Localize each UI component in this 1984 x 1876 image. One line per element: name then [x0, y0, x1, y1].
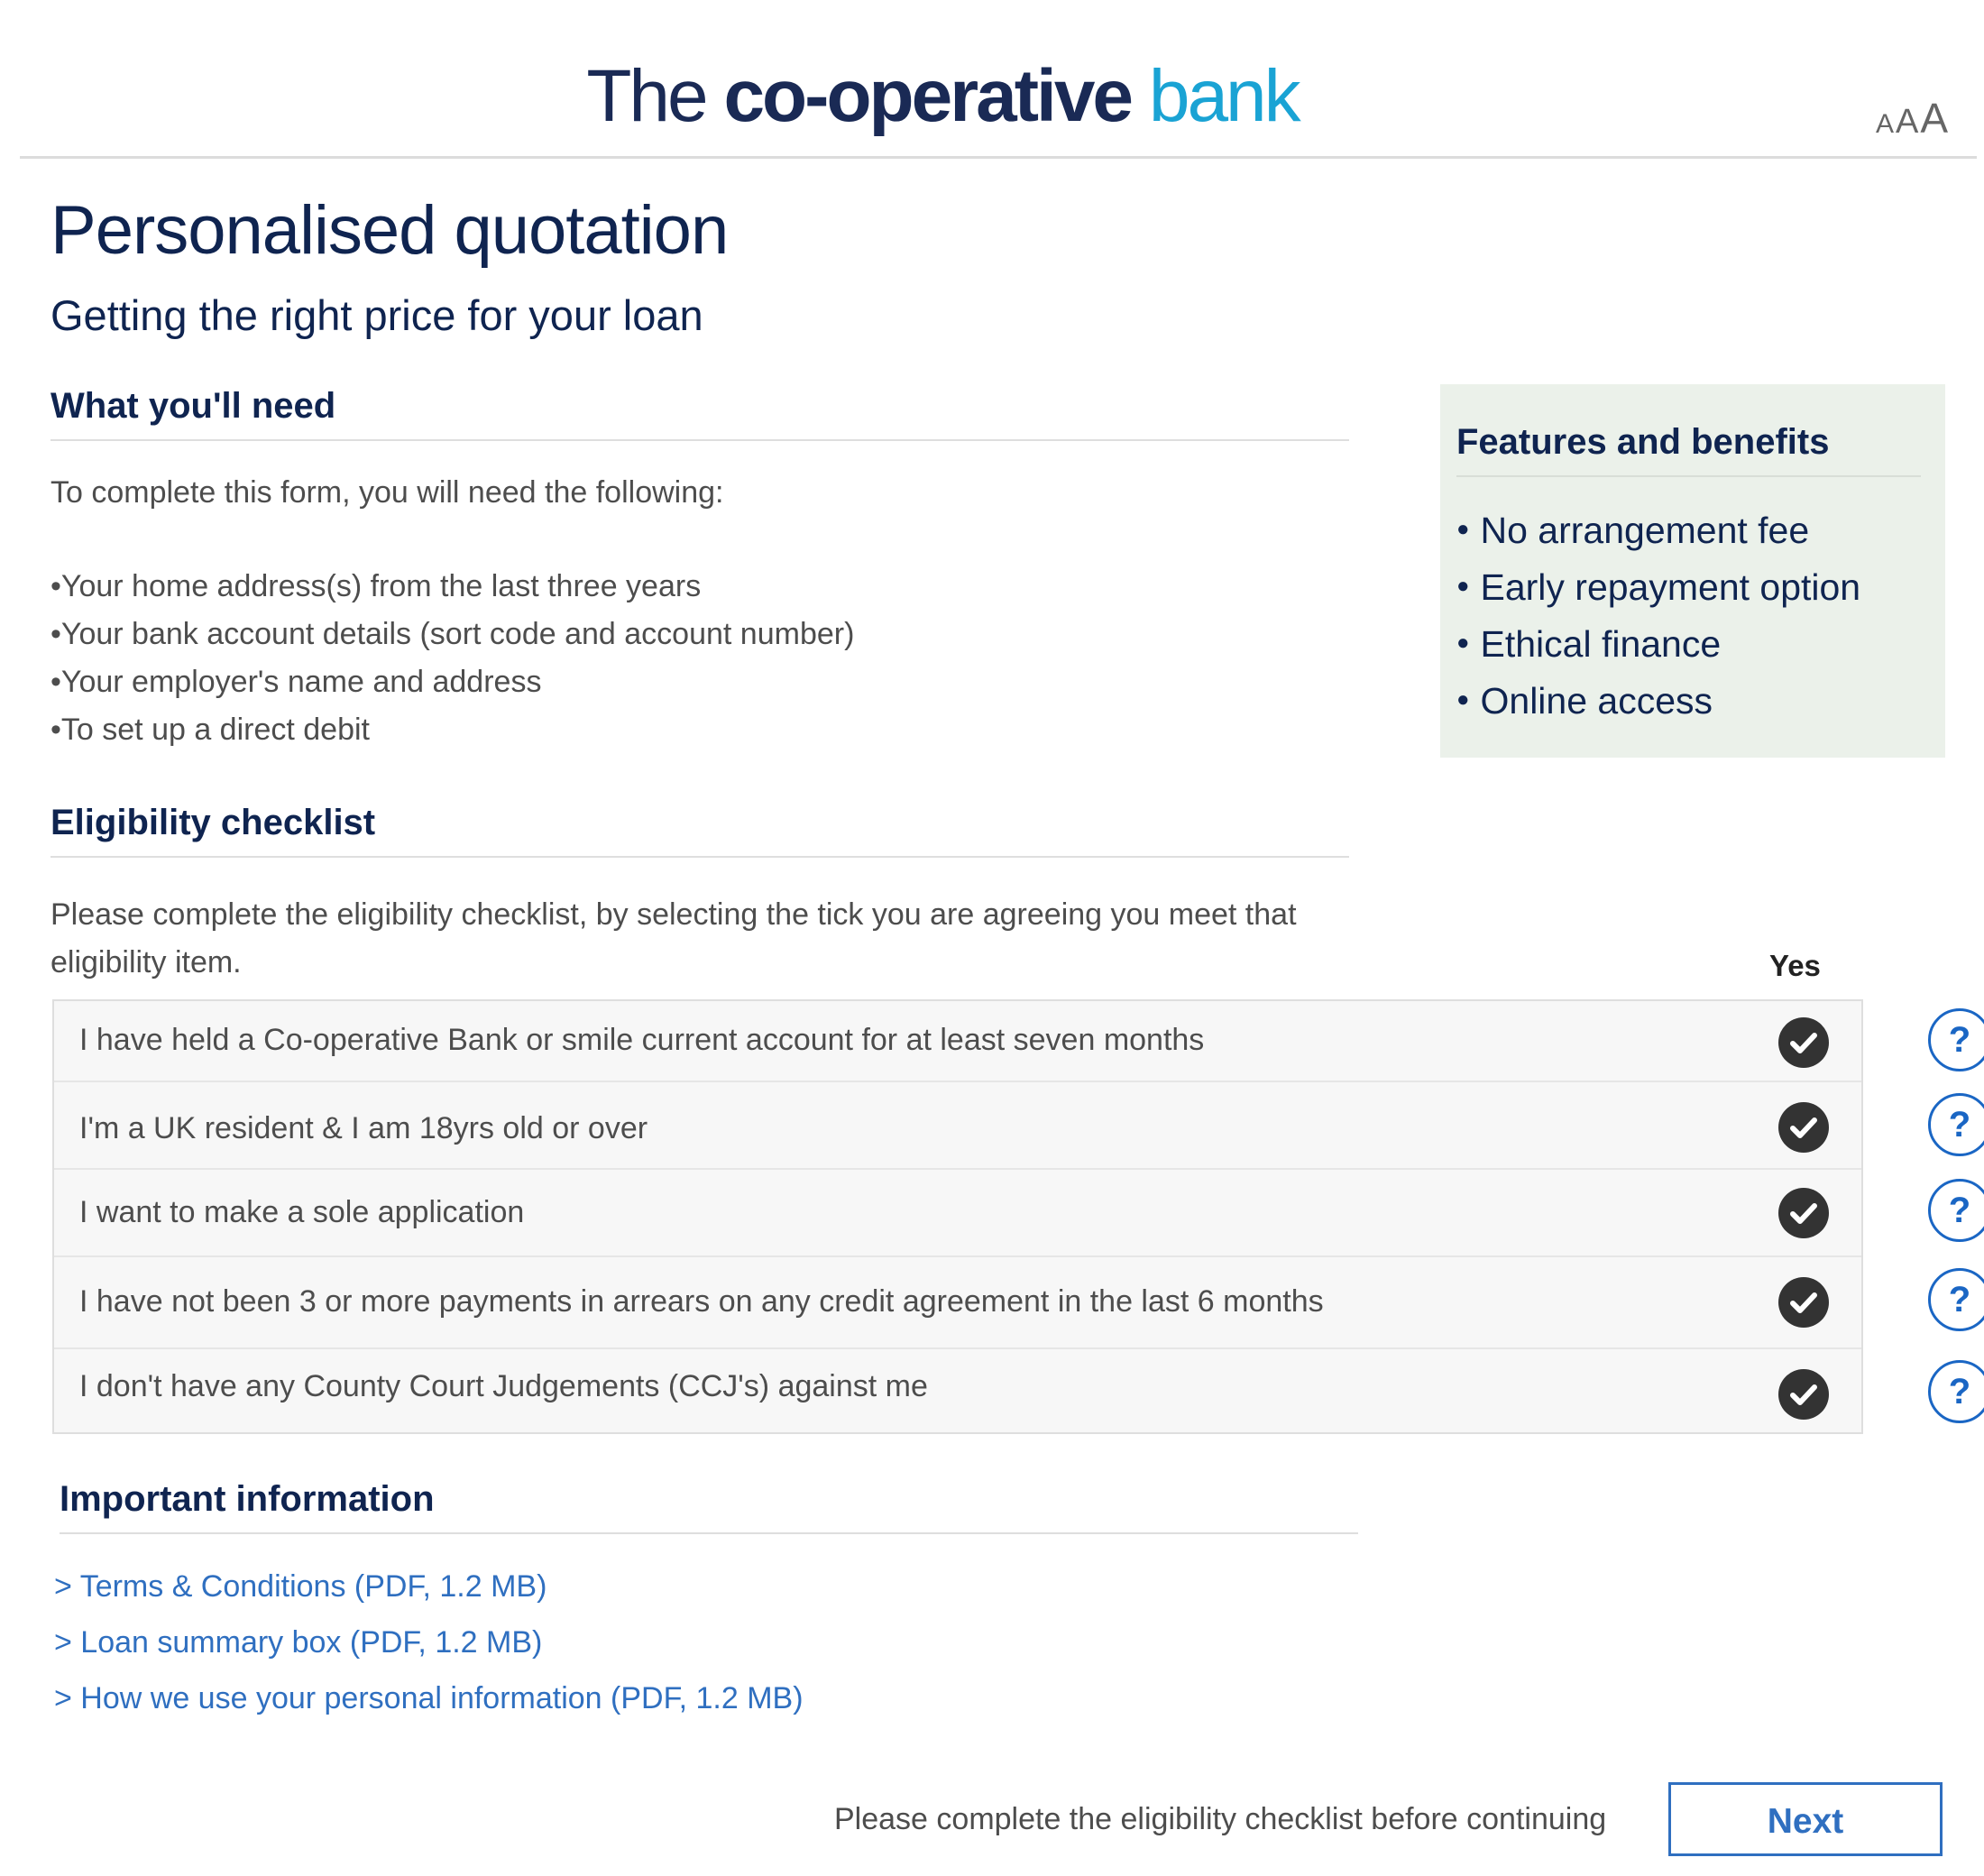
logo-word-bank: bank: [1148, 55, 1299, 137]
table-row: [54, 1347, 1971, 1432]
needs-heading: What you'll need: [51, 386, 1349, 441]
bank-logo[interactable]: [0, 47, 1885, 146]
table-row: [54, 1168, 1971, 1255]
tick-checkbox[interactable]: [1778, 1188, 1829, 1238]
list-item: [54, 1559, 804, 1614]
list-item: [54, 1614, 804, 1670]
tick-checkbox[interactable]: [1778, 1277, 1829, 1328]
list-item: ● Ethical finance: [1456, 615, 1860, 672]
loan-summary-link[interactable]: > Loan summary box (PDF, 1.2 MB): [54, 1625, 543, 1660]
checklist-item-label: I have held a Co-operative Bank or smile current account for at least seven months: [79, 1023, 1205, 1057]
tick-checkbox[interactable]: [1778, 1017, 1829, 1068]
eligibility-intro-line2: eligibility item.: [51, 945, 242, 979]
terms-conditions-link[interactable]: > Terms & Conditions (PDF, 1.2 MB): [54, 1569, 547, 1604]
eligibility-heading: Eligibility checklist: [51, 803, 1349, 858]
features-list: [1456, 501, 1860, 729]
help-icon[interactable]: ?: [1928, 1008, 1984, 1071]
continue-notice: Please complete the eligibility checklist before continuing: [834, 1802, 1607, 1836]
help-icon[interactable]: ?: [1928, 1360, 1984, 1423]
logo-word-the: The: [586, 55, 706, 137]
check-icon: [1778, 1369, 1829, 1420]
list-item: ● Online access: [1456, 672, 1860, 729]
important-links: [54, 1559, 804, 1726]
check-icon: [1778, 1188, 1829, 1238]
needs-intro: To complete this form, you will need the following:: [51, 475, 724, 510]
needs-list: [51, 563, 854, 754]
page-title: Personalised quotation: [51, 192, 729, 269]
features-panel: [1440, 384, 1945, 758]
personal-information-link[interactable]: > How we use your personal information (PDF, 1.2 MB): [54, 1681, 804, 1715]
checklist-item-label: I'm a UK resident & I am 18yrs old or over: [79, 1111, 648, 1145]
next-button[interactable]: Next: [1668, 1782, 1943, 1856]
help-icon[interactable]: ?: [1928, 1093, 1984, 1156]
list-item: [54, 1670, 804, 1726]
header-divider: [20, 156, 1977, 159]
checklist-item-label: I don't have any County Court Judgements (CCJ's) against me: [79, 1369, 928, 1403]
text-size-controls: [1874, 94, 1948, 143]
checklist-item-label: I have not been 3 or more payments in arrears on any credit agreement in the last 6 months: [79, 1284, 1324, 1319]
check-icon: [1778, 1017, 1829, 1068]
text-size-medium-button[interactable]: A: [1895, 103, 1919, 141]
list-item: • Your bank account details (sort code and account number): [51, 611, 854, 658]
table-row: [54, 1081, 1971, 1168]
eligibility-checklist: [52, 999, 1971, 1434]
check-icon: [1778, 1277, 1829, 1328]
page-subtitle: Getting the right price for your loan: [51, 291, 703, 339]
list-item: • To set up a direct debit: [51, 706, 854, 754]
list-item: ● Early repayment option: [1456, 558, 1860, 615]
list-item: • Your home address(s) from the last three years: [51, 563, 854, 611]
list-item: • Your employer's name and address: [51, 658, 854, 706]
checklist-item-label: I want to make a sole application: [79, 1195, 525, 1229]
help-icon[interactable]: ?: [1928, 1179, 1984, 1242]
check-icon: [1778, 1102, 1829, 1153]
help-icon[interactable]: ?: [1928, 1268, 1984, 1331]
text-size-large-button[interactable]: A: [1920, 95, 1948, 142]
tick-checkbox[interactable]: [1778, 1102, 1829, 1153]
logo-word-coop: co-operative: [723, 55, 1132, 137]
important-heading: Important information: [60, 1479, 1358, 1534]
tick-checkbox[interactable]: [1778, 1369, 1829, 1420]
text-size-small-button[interactable]: A: [1875, 109, 1894, 139]
yes-column-label: Yes: [1769, 949, 1821, 982]
eligibility-intro-line1: Please complete the eligibility checklist, by selecting the tick you are agreeing you meet that: [51, 897, 1297, 932]
features-heading: Features and benefits: [1456, 422, 1921, 477]
table-row: [54, 1255, 1971, 1347]
table-row: [54, 1001, 1971, 1081]
list-item: ● No arrangement fee: [1456, 501, 1860, 558]
